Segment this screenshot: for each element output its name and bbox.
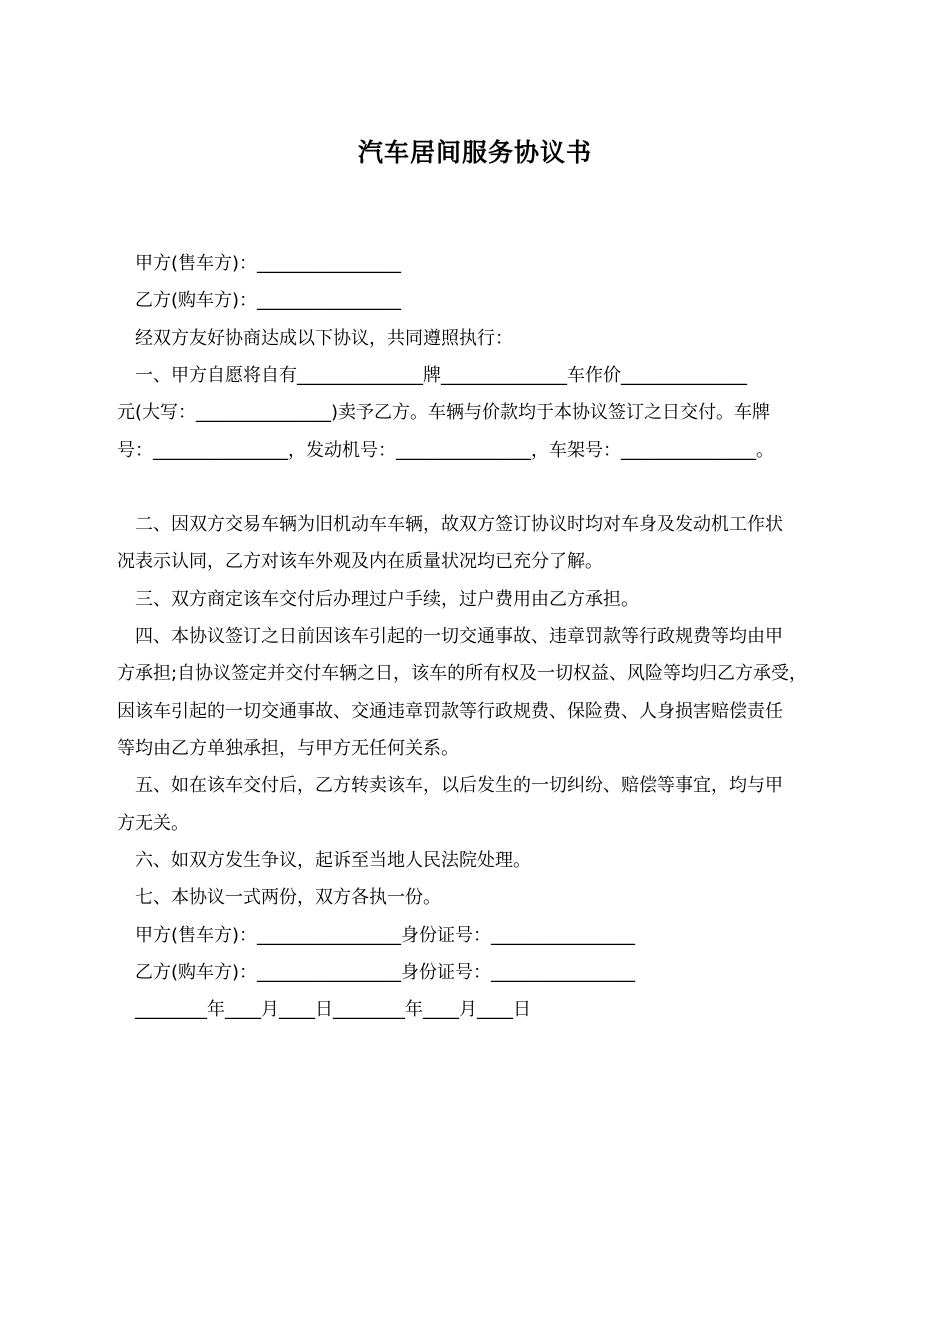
party-a-line: 甲方(售车方)：________________: [135, 253, 402, 274]
clause-4-line-2: 方承担;自协议签定并交付车辆之日，该车的所有权及一切权益、风险等均归乙方承受，: [117, 663, 808, 684]
clause-4-line-4: 等均由乙方单独承担，与甲方无任何关系。: [117, 738, 459, 759]
clause-7-line: 七、本协议一式两份，双方各执一份。: [135, 887, 441, 908]
preamble-line: 经双方友好协商达成以下协议，共同遵照执行：: [135, 328, 513, 349]
document-title: 汽车居间服务协议书: [357, 138, 592, 167]
clause-2-line-1: 二、因双方交易车辆为旧机动车车辆，故双方签订协议时均对车身及发动机工作状: [135, 514, 783, 535]
clause-4-line-1: 四、本协议签订之日前因该车引起的一切交通事故、违章罚款等行政规费等均由甲: [135, 626, 783, 647]
clause-3-line: 三、双方商定该车交付后办理过户手续，过户费用由乙方承担。: [135, 589, 639, 610]
signature-party-b: 乙方(购车方)：________________身份证号：________________: [135, 962, 636, 983]
signature-party-a: 甲方(售车方)：________________身份证号：________________: [135, 925, 636, 946]
clause-1-line-3: 号：_______________，发动机号：_______________，车架号：_______________。: [117, 440, 774, 461]
clause-4-line-3: 因该车引起的一切交通事故、交通违章罚款等行政规费、保险费、人身损害赔偿责任: [117, 701, 783, 722]
clause-5-line-2: 方无关。: [117, 813, 189, 834]
signature-dates: ________年____月____日________年____月____日: [135, 999, 531, 1020]
clause-2-line-2: 况表示认同，乙方对该车外观及内在质量状况均已充分了解。: [117, 551, 603, 572]
clause-5-line-1: 五、如在该车交付后，乙方转卖该车，以后发生的一切纠纷、赔偿等事宜，均与甲: [135, 775, 783, 796]
clause-1-line-1: 一、甲方自愿将自有______________牌______________车作价______________: [135, 365, 747, 386]
clause-1-line-2: 元(大写：_______________)卖予乙方。车辆与价款均于本协议签订之日交付。车牌: [117, 402, 771, 423]
clause-6-line: 六、如双方发生争议，起诉至当地人民法院处理。: [135, 850, 531, 871]
party-b-line: 乙方(购车方)：________________: [135, 290, 402, 311]
